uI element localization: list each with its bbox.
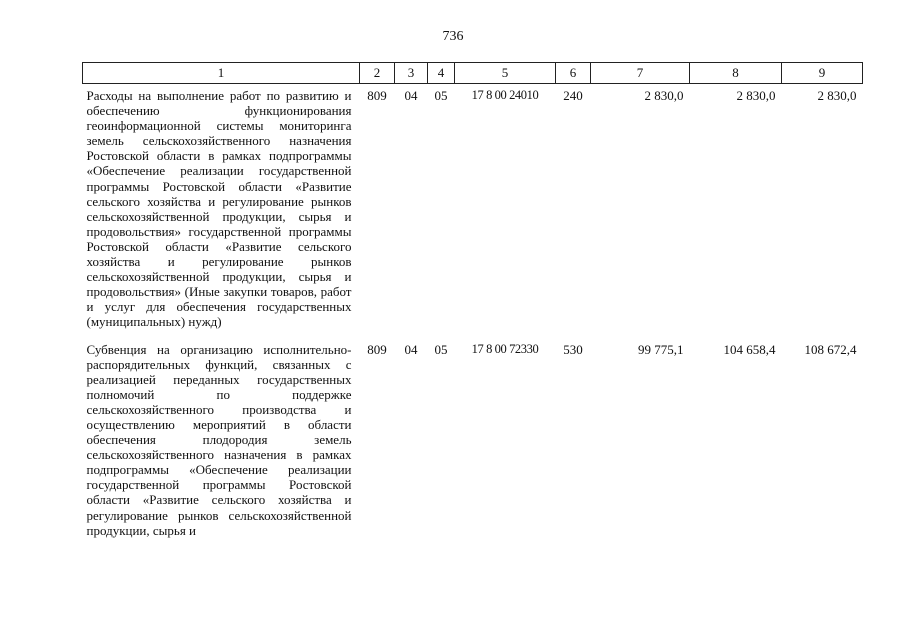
row-amount-col8: 104 658,4 xyxy=(723,341,776,357)
row-amount-col7: 2 830,0 xyxy=(644,88,684,103)
row-amount-col9: 108 672,4 xyxy=(804,341,857,357)
row-subsection-code: 05 xyxy=(434,88,448,103)
row-description: Расходы на выполнение работ по развитию и обеспечению функционирования геоинформационной системы мониторинга земель сельскохозяйственного назначения Ростовской области в рамках подпрограммы «Обеспечение реализации государственной программы Ростовской области «Развитие сельского хозяйства и регулирование рынков сельскохозяйственной продукции, сырья и продовольствия» государственной программы Ростовской области «Развитие сельского хозяйства и регулирование рынков сельскохозяйственной продукции, сырья и продовольствия» (Иные закупки товаров, работ и услуг для обеспечения государственных (муниципальных) нужд) xyxy=(86,88,352,330)
row-subsection-code: 05 xyxy=(434,341,448,357)
header-col-7: 7 xyxy=(591,63,690,84)
row-amount-col9: 2 830,0 xyxy=(817,88,857,103)
table-row xyxy=(83,84,863,330)
row-amount-col8: 2 830,0 xyxy=(736,88,776,103)
header-col-8: 8 xyxy=(690,63,782,84)
row-section-code: 04 xyxy=(404,341,418,357)
header-col-9: 9 xyxy=(782,63,863,84)
header-col-6: 6 xyxy=(556,63,591,84)
header-row xyxy=(83,63,863,84)
header-col-1: 1 xyxy=(83,63,360,84)
row-ministry-code: 809 xyxy=(367,341,387,357)
row-ministry-code: 809 xyxy=(367,88,387,103)
table-row xyxy=(83,330,863,538)
row-target-article: 17 8 00 24010 xyxy=(471,88,539,102)
budget-table xyxy=(82,62,863,538)
page-number: 736 xyxy=(442,29,464,44)
row-description: Субвенция на организацию исполнительно-распорядительных функций, связанных с реализацией переданных государственных полномочий по поддержке сельскохозяйственного производства и осуществлению мероприятий в области обеспечения плодородия земель сельскохозяйственного назначения в рамках подпрограммы «Обеспечение реализации государственной программы Ростовской области «Развитие сельского хозяйства и регулирование рынков сельскохозяйственной продукции, сырья и xyxy=(86,341,352,538)
row-target-article: 17 8 00 72330 xyxy=(471,341,539,356)
row-expense-type: 530 xyxy=(563,341,583,357)
row-amount-col7: 99 775,1 xyxy=(638,341,684,357)
header-col-5: 5 xyxy=(455,63,556,84)
row-expense-type: 240 xyxy=(563,88,583,103)
header-col-3: 3 xyxy=(395,63,428,84)
row-section-code: 04 xyxy=(404,88,418,103)
header-col-2: 2 xyxy=(360,63,395,84)
header-col-4: 4 xyxy=(428,63,455,84)
